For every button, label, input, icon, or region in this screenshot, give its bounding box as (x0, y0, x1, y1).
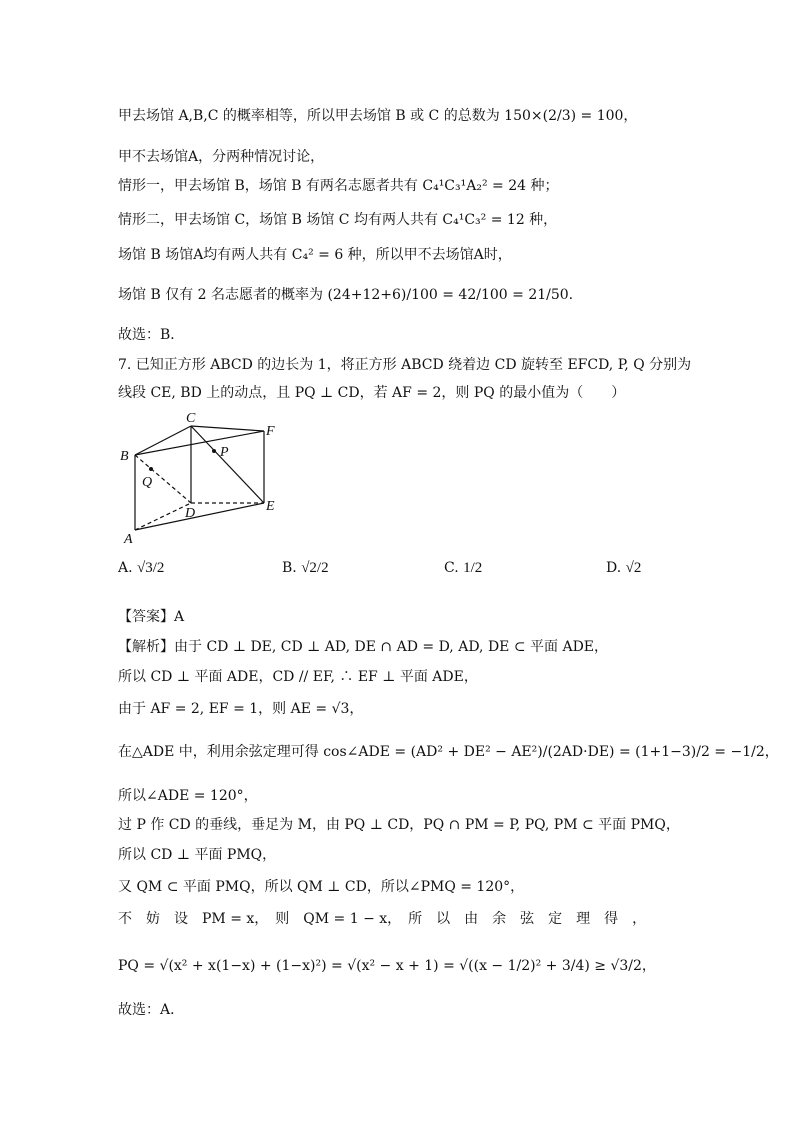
label-C: C (186, 411, 196, 426)
label-A: A (124, 532, 133, 547)
label-P: P (220, 445, 229, 460)
option-d-text: √2 (625, 560, 642, 576)
prev-solution-line-2: 甲不去场馆A，分两种情况讨论， (118, 149, 325, 165)
edge-CF (191, 426, 264, 431)
analysis-line-7: 所以 CD ⊥ 平面 PMQ， (118, 847, 277, 863)
label-Q: Q (142, 475, 153, 490)
question-line-1: 7. 已知正方形 ABCD 的边长为 1，将正方形 ABCD 绕着边 CD 旋转至 EFCD, P, Q 分别为 (118, 357, 692, 373)
answer: 【答案】A (118, 609, 185, 625)
label-E: E (266, 499, 275, 514)
option-a-text: √3/2 (137, 560, 165, 576)
prev-solution-answer: 故选：B． (118, 327, 185, 343)
label-D: D (185, 506, 196, 521)
edge-AE (135, 503, 264, 530)
option-a[interactable] (118, 558, 164, 578)
analysis-line-5: 所以∠ADE = 120°， (118, 788, 258, 804)
analysis-line-4: 在△ADE 中，利用余弦定理可得 cos∠ADE = (AD² + DE² − AE²)/(2AD·DE) = (1+1−3)/2 = −1/2， (118, 744, 779, 760)
geometry-figure (110, 410, 290, 550)
option-d-letter: D. (606, 560, 622, 576)
analysis-line-9: 不 妨 设 PM = x， 则 QM = 1 − x， 所 以 由 余 弦 定 理 得 ， (118, 911, 647, 927)
analysis-line-10: PQ = √(x² + x(1−x) + (1−x)²) = √(x² − x + 1) = √((x − 1/2)² + 3/4) ≥ √3/2， (118, 958, 656, 974)
analysis-line-3: 由于 AF = 2, EF = 1，则 AE = √3， (118, 701, 364, 717)
question-line-2: 线段 CE, BD 上的动点，且 PQ ⊥ CD，若 AF = 2，则 PQ 的最小值为（ ） (118, 385, 626, 401)
analysis-line-8: 又 QM ⊂ 平面 PMQ，所以 QM ⊥ CD，所以∠PMQ = 120°， (118, 879, 525, 895)
option-a-letter: A. (118, 560, 133, 576)
option-c-letter: C. (444, 560, 459, 576)
prev-solution-line-4: 情形二，甲去场馆 C，场馆 B 场馆 C 均有两人共有 C₄¹C₃² = 12 种， (118, 212, 558, 228)
prev-solution-line-1: 甲去场馆 A,B,C 的概率相等，所以甲去场馆 B 或 C 的总数为 150×(2/3) = 100， (118, 108, 638, 124)
option-b-text: √2/2 (301, 560, 329, 576)
prev-solution-line-3: 情形一，甲去场馆 B，场馆 B 有两名志愿者共有 C₄¹C₃¹A₂² = 24 种； (118, 178, 559, 194)
prev-solution-line-6: 场馆 B 仅有 2 名志愿者的概率为 (24+12+6)/100 = 42/100 = 21/50. (118, 287, 574, 303)
edge-BC (135, 426, 191, 455)
label-F: F (266, 424, 275, 439)
point-P (212, 449, 216, 453)
point-Q (149, 467, 153, 471)
label-B: B (120, 449, 129, 464)
option-b[interactable] (282, 558, 329, 578)
analysis-line-6: 过 P 作 CD 的垂线，垂足为 M，由 PQ ⊥ CD，PQ ∩ PM = P, PQ, PM ⊂ 平面 PMQ， (118, 817, 680, 833)
analysis-line-2: 所以 CD ⊥ 平面 ADE，CD // EF, ∴ EF ⊥ 平面 ADE， (118, 669, 478, 685)
prev-solution-line-5: 场馆 B 场馆A均有两人共有 C₄² = 6 种，所以甲不去场馆A时， (118, 247, 512, 263)
option-d[interactable] (606, 558, 641, 578)
option-c-text: 1/2 (463, 560, 483, 576)
option-b-letter: B. (282, 560, 297, 576)
edge-AD (135, 503, 191, 530)
final-answer: 故选：A． (118, 1002, 185, 1018)
option-c[interactable] (444, 558, 482, 578)
analysis-line-1: 【解析】由于 CD ⊥ DE, CD ⊥ AD, DE ∩ AD = D, AD, DE ⊂ 平面 ADE， (118, 639, 609, 655)
